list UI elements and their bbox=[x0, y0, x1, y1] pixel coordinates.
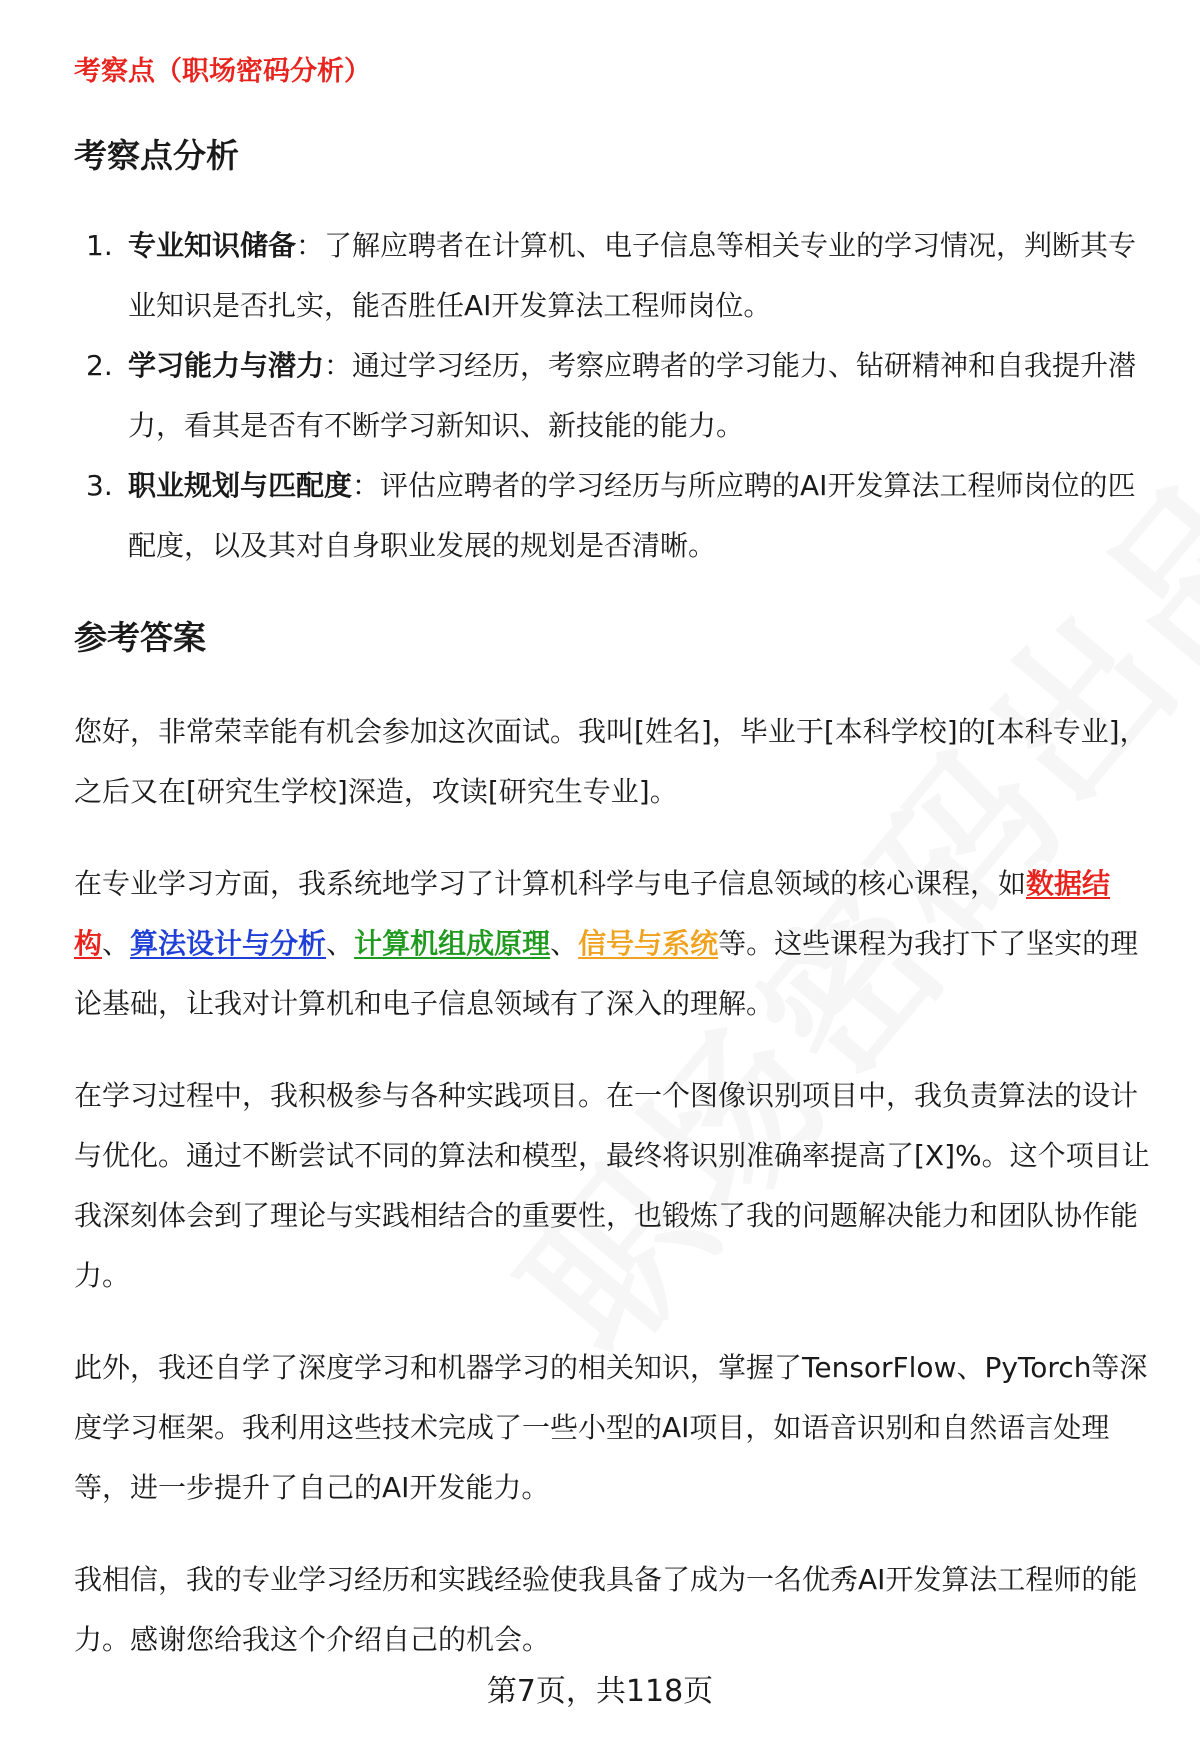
item-text: 了解应聘者在计算机、电子信息等相关专业的学习情况，判断其专业知识是否扎实，能否胜任AI开发算法工程师岗位。 bbox=[128, 229, 1137, 322]
answer-heading: 参考答案 bbox=[74, 618, 206, 657]
analysis-heading: 考察点分析 bbox=[74, 136, 239, 175]
document-page bbox=[74, 52, 1154, 1702]
item-separator: ： bbox=[352, 469, 381, 502]
item-text: 通过学习经历，考察应聘者的学习能力、钻研精神和自我提升潜力，看其是否有不断学习新知识、新技能的能力。 bbox=[128, 349, 1137, 442]
page-footer: 第7页，共118页 bbox=[486, 1674, 714, 1709]
answer-paragraph-courses bbox=[74, 854, 1154, 1034]
courses-outro-text: 等。这些课程为我打下了坚实的理论基础，让我对计算机和电子信息领域有了深入的理解。 bbox=[74, 927, 1139, 1020]
item-number: 1. bbox=[86, 229, 113, 262]
course-link-algorithm-design[interactable]: 算法设计与分析 bbox=[130, 927, 327, 960]
analysis-item bbox=[74, 336, 1154, 456]
analysis-item bbox=[74, 216, 1154, 336]
item-separator: ： bbox=[324, 349, 353, 382]
course-link-signals-systems[interactable]: 信号与系统 bbox=[578, 927, 719, 960]
item-term: 职业规划与匹配度 bbox=[128, 469, 353, 502]
item-term: 学习能力与潜力 bbox=[128, 349, 325, 382]
course-separator: 、 bbox=[550, 927, 579, 960]
answer-paragraph-closing: 我相信，我的专业学习经历和实践经验使我具备了成为一名优秀AI开发算法工程师的能力。感谢您给我这个介绍自己的机会。 bbox=[74, 1563, 1138, 1656]
item-text: 评估应聘者的学习经历与所应聘的AI开发算法工程师岗位的匹配度，以及其对自身职业发展的规划是否清晰。 bbox=[128, 469, 1136, 562]
answer-paragraph-selfstudy: 此外，我还自学了深度学习和机器学习的相关知识，掌握了TensorFlow、PyTorch等深度学习框架。我利用这些技术完成了一些小型的AI项目，如语音识别和自然语言处理等，进一步提升了自己的AI开发能力。 bbox=[74, 1351, 1148, 1504]
section-label: 考察点（职场密码分析） bbox=[74, 56, 371, 87]
answer-paragraph-intro: 您好，非常荣幸能有机会参加这次面试。我叫[姓名]，毕业于[本科学校]的[本科专业]，之后又在[研究生学校]深造，攻读[研究生专业]。 bbox=[74, 715, 1148, 808]
course-separator: 、 bbox=[326, 927, 355, 960]
courses-intro-text: 在专业学习方面，我系统地学习了计算机科学与电子信息领域的核心课程，如 bbox=[74, 867, 1027, 900]
item-number: 3. bbox=[86, 469, 113, 502]
item-term: 专业知识储备 bbox=[128, 229, 297, 262]
course-separator: 、 bbox=[102, 927, 131, 960]
course-link-data-structures[interactable]: 数据结构 bbox=[74, 867, 1111, 960]
answer-paragraph-project: 在学习过程中，我积极参与各种实践项目。在一个图像识别项目中，我负责算法的设计与优化。通过不断尝试不同的算法和模型，最终将识别准确率提高了[X]%。这个项目让我深刻体会到了理论与实践相结合的重要性，也锻炼了我的问题解决能力和团队协作能力。 bbox=[74, 1079, 1150, 1292]
course-link-computer-organization[interactable]: 计算机组成原理 bbox=[354, 927, 551, 960]
item-separator: ： bbox=[296, 229, 325, 262]
item-number: 2. bbox=[86, 349, 113, 382]
analysis-item bbox=[74, 456, 1154, 576]
analysis-list bbox=[74, 216, 1154, 576]
